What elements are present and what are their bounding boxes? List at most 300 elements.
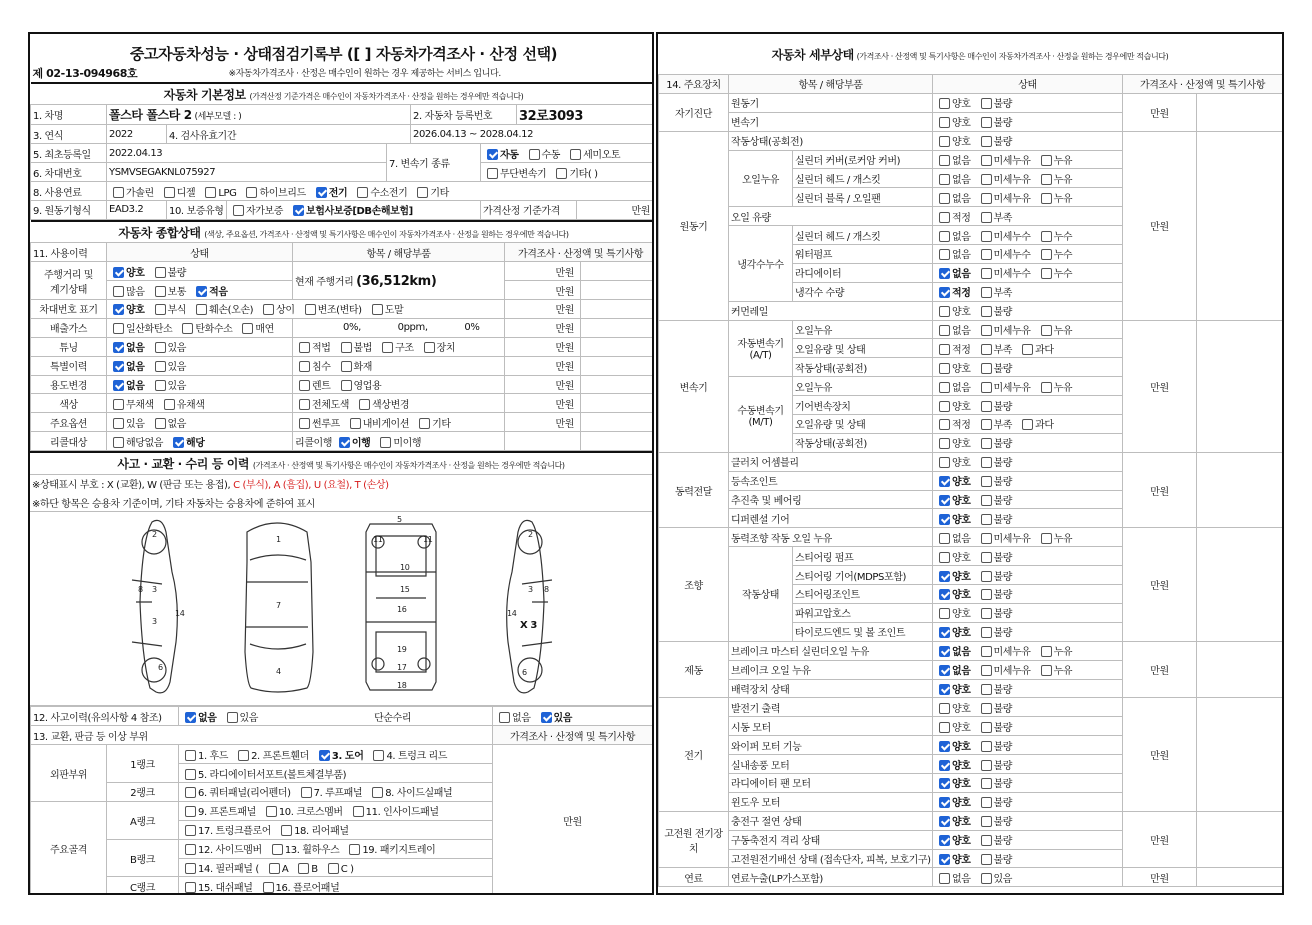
detail-item-label: 작동상태(공회전)	[729, 131, 933, 150]
detail-item-label: 배력장치 상태	[729, 679, 933, 698]
detail-item-label: 오일 유량	[729, 207, 933, 226]
checkbox-icon[interactable]	[981, 571, 992, 582]
checkbox-icon[interactable]	[113, 399, 124, 410]
checkbox-icon[interactable]	[419, 418, 430, 429]
checkbox-icon[interactable]	[487, 168, 498, 179]
check-icon[interactable]	[319, 750, 330, 761]
accident-table	[30, 451, 652, 706]
detail-item-label: 작동상태(공회전)	[793, 433, 933, 452]
check-icon[interactable]	[939, 627, 950, 638]
checkbox-icon[interactable]	[328, 863, 339, 874]
detail-group-label: 고전원 전기장치	[659, 811, 729, 868]
checkbox-icon[interactable]	[301, 787, 312, 798]
price-unit: 만원	[505, 300, 581, 319]
section-accident: 사고 · 교환 · 수리 등 이력 (가격조사 · 산정액 및 특기사항은 매수인이 자동차가격조사 · 산정을 원하는 경우에만 적습니다)	[30, 452, 652, 474]
detail-title-bar	[658, 34, 1282, 74]
detail-state: 양호 불량	[933, 452, 1123, 471]
checkbox-icon[interactable]	[939, 155, 950, 166]
svg-text:17: 17	[397, 663, 407, 673]
checkbox-icon[interactable]	[981, 325, 992, 336]
checkbox-icon[interactable]	[205, 187, 216, 198]
rank1-label: 1랭크	[107, 745, 179, 783]
checkbox-icon[interactable]	[981, 382, 992, 393]
checkbox-icon[interactable]	[155, 418, 166, 429]
check-icon[interactable]	[939, 589, 950, 600]
checkbox-icon[interactable]	[155, 267, 166, 278]
checkbox-icon[interactable]	[939, 401, 950, 412]
check-icon[interactable]	[113, 267, 124, 278]
col-price: 가격조사 · 산정액 및 특기사항	[505, 243, 655, 262]
detail-state: 양호 불량	[933, 811, 1123, 830]
checkbox-icon[interactable]	[185, 787, 196, 798]
check-icon[interactable]	[939, 797, 950, 808]
detail-col-header: 항목 / 해당부품	[729, 75, 933, 94]
checkbox-icon[interactable]	[341, 361, 352, 372]
mileage-state: 양호 불량	[107, 262, 293, 281]
check-icon[interactable]	[541, 712, 552, 723]
checkbox-icon[interactable]	[1022, 419, 1033, 430]
checkbox-icon[interactable]	[242, 323, 253, 334]
checkbox-icon[interactable]	[272, 844, 283, 855]
checkbox-icon[interactable]	[185, 863, 196, 874]
price-unit: 만원	[505, 356, 581, 375]
checkbox-icon[interactable]	[1041, 155, 1052, 166]
checkbox-icon[interactable]	[939, 703, 950, 714]
checkbox-icon[interactable]	[196, 304, 207, 315]
svg-text:5: 5	[397, 515, 402, 525]
year-value: 2022	[107, 125, 167, 144]
tuning-sub: 적법 불법 구조 장치	[293, 337, 505, 356]
checkbox-icon[interactable]	[939, 552, 950, 563]
checkbox-icon[interactable]	[305, 304, 316, 315]
warranty-options: 자가보증 보험사보증[DB손해보험]	[227, 200, 481, 219]
detail-item-label: 실린더 커버(로커암 커버)	[793, 150, 933, 169]
checkbox-icon[interactable]	[350, 418, 361, 429]
svg-text:11: 11	[373, 535, 383, 545]
vin-value: YSMVSEGAKNL075927	[107, 163, 387, 182]
svg-text:14: 14	[507, 609, 517, 619]
svg-text:19: 19	[397, 645, 407, 655]
checkbox-icon[interactable]	[981, 306, 992, 317]
checkbox-icon[interactable]	[981, 401, 992, 412]
checkbox-icon[interactable]	[417, 187, 428, 198]
checkbox-icon[interactable]	[263, 304, 274, 315]
svg-text:15: 15	[400, 585, 410, 595]
svg-text:8: 8	[138, 585, 143, 595]
checkbox-icon[interactable]	[981, 608, 992, 619]
checkbox-icon[interactable]	[981, 136, 992, 147]
checkbox-icon[interactable]	[380, 437, 391, 448]
checkbox-icon[interactable]	[185, 825, 196, 836]
checkbox-icon[interactable]	[1022, 344, 1033, 355]
base-price-label: 가격산정 기준가격	[481, 200, 577, 219]
checkbox-icon[interactable]	[1041, 646, 1052, 657]
detail-state: 양호 불량	[933, 603, 1123, 622]
check-icon[interactable]	[939, 646, 950, 657]
checkbox-icon[interactable]	[981, 797, 992, 808]
check-icon[interactable]	[196, 286, 207, 297]
checkbox-icon[interactable]	[981, 741, 992, 752]
detail-note: (가격조사 · 산정액 및 특기사항은 매수인이 자동차가격조사 · 산정을 원하는 경우에만 적습니다)	[856, 52, 1169, 61]
checkbox-icon[interactable]	[113, 323, 124, 334]
checkbox-icon[interactable]	[981, 193, 992, 204]
checkbox-icon[interactable]	[981, 684, 992, 695]
checkbox-icon[interactable]	[939, 608, 950, 619]
check-icon[interactable]	[939, 835, 950, 846]
checkbox-icon[interactable]	[939, 722, 950, 733]
year-label: 3. 연식	[31, 125, 107, 144]
plate-label: 차대번호 표기	[31, 300, 107, 319]
rankA-label: A랭크	[107, 801, 179, 839]
checkbox-icon[interactable]	[113, 286, 124, 297]
checkbox-icon[interactable]	[981, 476, 992, 487]
detail-item-label: 라디에이터	[793, 263, 933, 282]
svg-text:2: 2	[528, 530, 533, 540]
checkbox-icon[interactable]	[981, 533, 992, 544]
checkbox-icon[interactable]	[299, 399, 310, 410]
check-icon[interactable]	[939, 760, 950, 771]
checkbox-icon[interactable]	[981, 854, 992, 865]
detail-item-label: 오일유량 및 상태	[793, 415, 933, 434]
checkbox-icon[interactable]	[981, 287, 992, 298]
checkbox-icon[interactable]	[359, 399, 370, 410]
vin-label: 6. 차대번호	[31, 163, 107, 182]
check-icon[interactable]	[939, 854, 950, 865]
detail-subgroup-label: 수동변속기 (M/T)	[729, 377, 793, 453]
checkbox-icon[interactable]	[185, 882, 196, 893]
checkbox-icon[interactable]	[981, 873, 992, 884]
svg-text:6: 6	[522, 668, 527, 678]
detail-state: 양호 불량	[933, 490, 1123, 509]
section-basic-info: 자동차 기본정보 (가격산정 기준가격은 매수인이 자동차가격조사 · 산정을 원하는 경우에만 적습니다)	[31, 83, 655, 105]
check-icon[interactable]	[939, 495, 950, 506]
detail-item-label: 커먼레일	[729, 301, 933, 320]
check-icon[interactable]	[316, 187, 327, 198]
detail-price-unit: 만원	[1123, 698, 1197, 811]
detail-state: 양호 불량	[933, 792, 1123, 811]
color-label: 색상	[31, 394, 107, 413]
frame-label: 주요골격	[31, 801, 107, 895]
detail-state: 양호 불량	[933, 566, 1123, 585]
detail-group-label: 자기진단	[659, 93, 729, 131]
checkbox-icon[interactable]	[299, 418, 310, 429]
detail-state: 없음 미세누유 누유	[933, 528, 1123, 547]
detail-price-note	[1197, 811, 1283, 868]
checkbox-icon[interactable]	[939, 231, 950, 242]
checkbox-icon[interactable]	[299, 342, 310, 353]
special-options: 없음 있음	[107, 356, 293, 375]
document-number: 제 02-13-094968호	[32, 66, 138, 80]
detail-price-unit: 만원	[1123, 528, 1197, 641]
svg-text:11: 11	[423, 535, 433, 545]
checkbox-icon[interactable]	[981, 363, 992, 374]
checkbox-icon[interactable]	[185, 844, 196, 855]
detail-item-label: 브레이크 오일 누유	[729, 660, 933, 679]
checkbox-icon[interactable]	[939, 419, 950, 430]
detail-item-label: 고전원전기배선 상태 (접속단자, 피복, 보호기구)	[729, 849, 933, 868]
checkbox-icon[interactable]	[357, 187, 368, 198]
checkbox-icon[interactable]	[164, 187, 175, 198]
checkbox-icon[interactable]	[939, 249, 950, 260]
checkbox-icon[interactable]	[939, 136, 950, 147]
checkbox-icon[interactable]	[185, 769, 196, 780]
detail-item-label: 디퍼렌셜 기어	[729, 509, 933, 528]
detail-price-unit: 만원	[1123, 452, 1197, 528]
exchange-price-label: 가격조사 · 산정액 및 특기사항	[493, 726, 653, 745]
check-icon[interactable]	[939, 268, 950, 279]
checkbox-icon[interactable]	[939, 382, 950, 393]
checkbox-icon[interactable]	[981, 665, 992, 676]
checkbox-icon[interactable]	[570, 149, 581, 160]
check-icon[interactable]	[339, 437, 350, 448]
check-icon[interactable]	[185, 712, 196, 723]
checkbox-icon[interactable]	[164, 399, 175, 410]
detail-item-label: 원동기	[729, 93, 933, 112]
detail-col-header: 14. 주요장치	[659, 75, 729, 94]
checkbox-icon[interactable]	[341, 342, 352, 353]
checkbox-icon[interactable]	[939, 873, 950, 884]
checkbox-icon[interactable]	[981, 495, 992, 506]
checkbox-icon[interactable]	[1041, 193, 1052, 204]
legend-line: ※상태표시 부호 : X (교환), W (판금 또는 용접), C (부식), A (흠집), U (요철), T (손상)	[32, 480, 389, 492]
checkbox-icon[interactable]	[939, 212, 950, 223]
warranty-label: 10. 보증유형	[167, 200, 227, 219]
price-unit: 만원	[505, 375, 581, 394]
checkbox-icon[interactable]	[372, 787, 383, 798]
checkbox-icon[interactable]	[1041, 325, 1052, 336]
checkbox-icon[interactable]	[981, 98, 992, 109]
svg-text:10: 10	[400, 563, 410, 573]
checkbox-icon[interactable]	[266, 806, 277, 817]
check-icon[interactable]	[939, 741, 950, 752]
checkbox-icon[interactable]	[939, 438, 950, 449]
detail-state: 양호 불량	[933, 131, 1123, 150]
checkbox-icon[interactable]	[281, 825, 292, 836]
checkbox-icon[interactable]	[939, 344, 950, 355]
use-change-options: 없음 있음	[107, 375, 293, 394]
checkbox-icon[interactable]	[269, 863, 280, 874]
checkbox-icon[interactable]	[981, 816, 992, 827]
checkbox-icon[interactable]	[981, 778, 992, 789]
checkbox-icon[interactable]	[981, 514, 992, 525]
detail-price-unit: 만원	[1123, 320, 1197, 452]
checkbox-icon[interactable]	[299, 361, 310, 372]
check-icon[interactable]	[939, 571, 950, 582]
checkbox-icon[interactable]	[981, 438, 992, 449]
check-icon[interactable]	[113, 380, 124, 391]
checkbox-icon[interactable]	[1041, 268, 1052, 279]
svg-text:3: 3	[152, 585, 157, 595]
checkbox-icon[interactable]	[382, 342, 393, 353]
detail-item-label: 등속조인트	[729, 471, 933, 490]
detail-item-label: 충전구 절연 상태	[729, 811, 933, 830]
detail-item-label: 실내송풍 모터	[729, 755, 933, 774]
checkbox-icon[interactable]	[298, 863, 309, 874]
checkbox-icon[interactable]	[556, 168, 567, 179]
check-icon[interactable]	[113, 304, 124, 315]
checkbox-icon[interactable]	[981, 268, 992, 279]
exchange-label: 13. 교환, 판금 등 이상 부위	[31, 726, 493, 745]
checkbox-icon[interactable]	[341, 380, 352, 391]
transmission-row2: 무단변속기 기타( )	[481, 163, 655, 182]
price-unit: 만원	[505, 413, 581, 432]
detail-state: 없음 미세누유 누유	[933, 377, 1123, 396]
detail-state: 양호 불량	[933, 433, 1123, 452]
checkbox-icon[interactable]	[1041, 249, 1052, 260]
check-icon[interactable]	[939, 816, 950, 827]
fuel-label: 8. 사용연료	[31, 182, 107, 201]
checkbox-icon[interactable]	[1041, 382, 1052, 393]
detail-state: 양호 불량	[933, 717, 1123, 736]
svg-text:3: 3	[528, 585, 533, 595]
basic-info-table	[30, 34, 654, 220]
checkbox-icon[interactable]	[939, 533, 950, 544]
checkbox-icon[interactable]	[1041, 174, 1052, 185]
checkbox-icon[interactable]	[155, 361, 166, 372]
check-icon[interactable]	[487, 149, 498, 160]
service-notice: ※자동차가격조사 · 산정은 매수인이 원하는 경우 제공하는 서비스 입니다.	[228, 69, 501, 80]
detail-subgroup-label: 작동상태	[729, 547, 793, 641]
detail-col-header: 가격조사 · 산정액 및 특기사항	[1123, 75, 1283, 94]
checkbox-icon[interactable]	[155, 286, 166, 297]
detail-col-header: 상태	[933, 75, 1123, 94]
checkbox-icon[interactable]	[981, 552, 992, 563]
checkbox-icon[interactable]	[185, 750, 196, 761]
emission-options: 일산화탄소 탄화수소 매연	[107, 318, 293, 337]
checkbox-icon[interactable]	[981, 703, 992, 714]
checkbox-icon[interactable]	[939, 117, 950, 128]
checkbox-icon[interactable]	[981, 344, 992, 355]
detail-state: 양호 불량	[933, 93, 1123, 112]
checkbox-icon[interactable]	[233, 205, 244, 216]
checkbox-icon[interactable]	[981, 722, 992, 733]
first-reg-date: 2022.04.13	[107, 144, 387, 163]
checkbox-icon[interactable]	[981, 174, 992, 185]
checkbox-icon[interactable]	[981, 627, 992, 638]
checkbox-icon[interactable]	[529, 149, 540, 160]
checkbox-icon[interactable]	[238, 750, 249, 761]
checkbox-icon[interactable]	[373, 750, 384, 761]
check-icon[interactable]	[939, 684, 950, 695]
checkbox-icon[interactable]	[182, 323, 193, 334]
checkbox-icon[interactable]	[155, 342, 166, 353]
checkbox-icon[interactable]	[981, 249, 992, 260]
detail-item-label: 작동상태(공회전)	[793, 358, 933, 377]
check-icon[interactable]	[113, 342, 124, 353]
check-icon[interactable]	[939, 778, 950, 789]
checkbox-icon[interactable]	[981, 646, 992, 657]
detail-table	[658, 74, 1283, 887]
checkbox-icon[interactable]	[981, 155, 992, 166]
first-reg-label: 5. 최초등록일	[31, 144, 107, 163]
checkbox-icon[interactable]	[939, 174, 950, 185]
checkbox-icon[interactable]	[113, 437, 124, 448]
checkbox-icon[interactable]	[939, 363, 950, 374]
checkbox-icon[interactable]	[939, 193, 950, 204]
mileage-value: 현재 주행거리 (36,512km)	[293, 262, 505, 300]
checkbox-icon[interactable]	[981, 835, 992, 846]
checkbox-icon[interactable]	[981, 760, 992, 771]
checkbox-icon[interactable]	[981, 212, 992, 223]
checkbox-icon[interactable]	[981, 589, 992, 600]
check-icon[interactable]	[173, 437, 184, 448]
detail-title: 자동차 세부상태	[771, 48, 854, 62]
recall-options: 해당없음 해당	[107, 432, 293, 451]
checkbox-icon[interactable]	[263, 882, 274, 893]
detail-group-label: 동력전달	[659, 452, 729, 528]
detail-price-note	[1197, 868, 1283, 887]
detail-item-label: 오일유량 및 상태	[793, 339, 933, 358]
checkbox-icon[interactable]	[499, 712, 510, 723]
checkbox-icon[interactable]	[981, 457, 992, 468]
checkbox-icon[interactable]	[372, 304, 383, 315]
svg-text:3: 3	[152, 617, 157, 627]
overall-status-table	[30, 220, 654, 451]
check-icon[interactable]	[293, 205, 304, 216]
detail-price-unit: 만원	[1123, 811, 1197, 868]
tuning-label: 튜닝	[31, 337, 107, 356]
checkbox-icon[interactable]	[939, 325, 950, 336]
plate-options: 양호 부식 훼손(오손) 상이 변조(변타) 도말	[107, 300, 505, 319]
detail-item-label: 클러치 어셈블리	[729, 452, 933, 471]
checkbox-icon[interactable]	[185, 806, 196, 817]
rankC-row: 15. 대쉬패널 16. 플로어패널	[179, 877, 493, 895]
detail-price-note	[1197, 641, 1283, 698]
check-icon[interactable]	[939, 514, 950, 525]
check-icon[interactable]	[939, 287, 950, 298]
detail-item-label: 와이퍼 모터 기능	[729, 736, 933, 755]
checkbox-icon[interactable]	[939, 98, 950, 109]
price-unit: 만원	[505, 262, 581, 281]
detail-state: 적정 부족 과다	[933, 415, 1123, 434]
checkbox-icon[interactable]	[981, 419, 992, 430]
checkbox-icon[interactable]	[155, 304, 166, 315]
checkbox-icon[interactable]	[1041, 533, 1052, 544]
checkbox-icon[interactable]	[981, 231, 992, 242]
rankA-row1: 9. 프론트패널 10. 크로스멤버 11. 인사이드패널	[179, 801, 493, 820]
checkbox-icon[interactable]	[349, 844, 360, 855]
checkbox-icon[interactable]	[981, 117, 992, 128]
detail-state: 양호 불량	[933, 755, 1123, 774]
checkbox-icon[interactable]	[939, 306, 950, 317]
inspection-record-right	[656, 32, 1284, 895]
check-icon[interactable]	[939, 665, 950, 676]
detail-state: 양호 불량	[933, 679, 1123, 698]
checkbox-icon[interactable]	[424, 342, 435, 353]
detail-item-label: 연료누출(LP가스포함)	[729, 868, 933, 887]
exchange-price-unit: 만원	[493, 745, 653, 895]
detail-item-label: 동력조향 작동 오일 누유	[729, 528, 933, 547]
checkbox-icon[interactable]	[939, 457, 950, 468]
detail-item-label: 변속기	[729, 112, 933, 131]
checkbox-icon[interactable]	[353, 806, 364, 817]
recall-label: 리콜대상	[31, 432, 107, 451]
check-icon[interactable]	[113, 361, 124, 372]
rankB-row1: 12. 사이드멤버 13. 휠하우스 19. 패키지트레이	[179, 839, 493, 858]
checkbox-icon[interactable]	[299, 380, 310, 391]
checkbox-icon[interactable]	[227, 712, 238, 723]
checkbox-icon[interactable]	[113, 418, 124, 429]
checkbox-icon[interactable]	[113, 187, 124, 198]
detail-state: 양호 불량	[933, 622, 1123, 641]
detail-item-label: 실린더 블록 / 오일팬	[793, 188, 933, 207]
checkbox-icon[interactable]	[1041, 231, 1052, 242]
check-icon[interactable]	[939, 476, 950, 487]
checkbox-icon[interactable]	[155, 380, 166, 391]
checkbox-icon[interactable]	[1041, 665, 1052, 676]
detail-price-note	[1197, 528, 1283, 641]
checkbox-icon[interactable]	[246, 187, 257, 198]
